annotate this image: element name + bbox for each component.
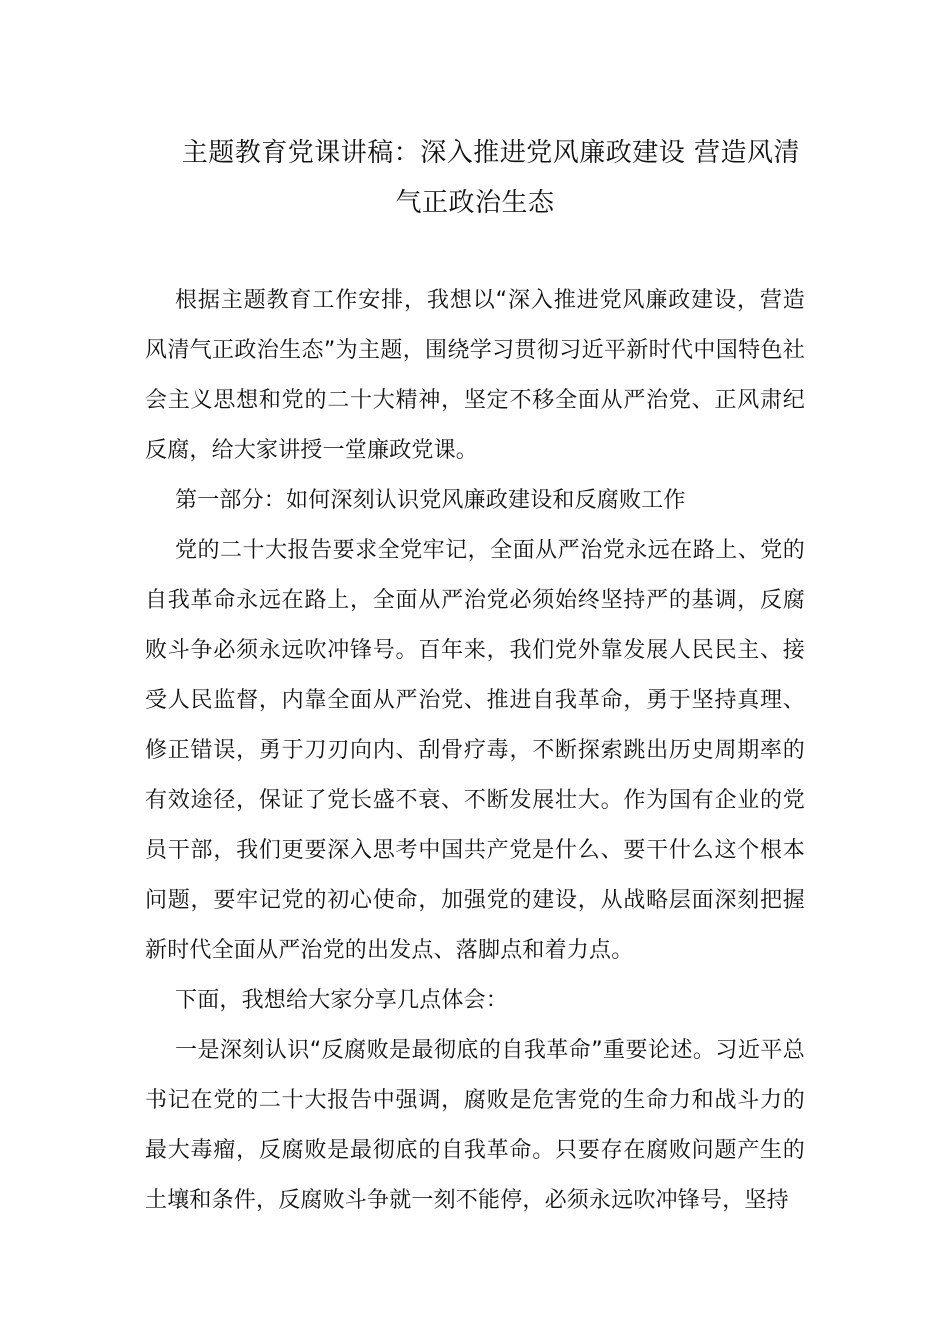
body-paragraph: 一是深刻认识“反腐败是最彻底的自我革命”重要论述。习近平总书记在党的二十大报告中强调，腐败是危害党的生命力和战斗力的最大毒瘤，反腐败是最彻底的自我革命。只要存在腐败问题产生的土壤和条件，反腐败斗争就一刻不能停，必须永远吹冲锋号，坚持 (145, 1038, 805, 1213)
document-body (145, 276, 805, 1226)
document-title (145, 128, 805, 228)
body-paragraph: 党的二十大报告要求全党牢记，全面从严治党永远在路上、党的自我革命永远在路上，全面从严治党必须始终坚持严的基调，反腐败斗争必须永远吹冲锋号。百年来，我们党外靠发展人民民主、接受人民监督，内靠全面从严治党、推进自我革命，勇于坚持真理、修正错误，勇于刀刃向内、刮骨疗毒，不断探索跳出历史周期率的有效途径，保证了党长盛不衰、不断发展壮大。作为国有企业的党员干部，我们更要深入思考中国共产党是什么、要干什么这个根本问题，要牢记党的初心使命，加强党的建设，从战略层面深刻把握新时代全面从严治党的出发点、落脚点和着力点。 (145, 538, 805, 963)
title-line-2: 气正政治生态 (395, 188, 555, 218)
body-paragraph: 下面，我想给大家分享几点体会： (175, 988, 509, 1013)
title-line-1: 主题教育党课讲稿：深入推进党风廉政建设 营造风清 (181, 138, 800, 168)
intro-paragraph: 根据主题教育工作安排，我想以“深入推进党风廉政建设，营造风清气正政治生态”为主题，围绕学习贯彻习近平新时代中国特色社会主义思想和党的二十大精神，坚定不移全面从严治党、正风肃纪反腐，给大家讲授一堂廉政党课。 (145, 288, 805, 463)
section-heading-part-one: 第一部分：如何深刻认识党风廉政建设和反腐败工作 (175, 488, 686, 513)
